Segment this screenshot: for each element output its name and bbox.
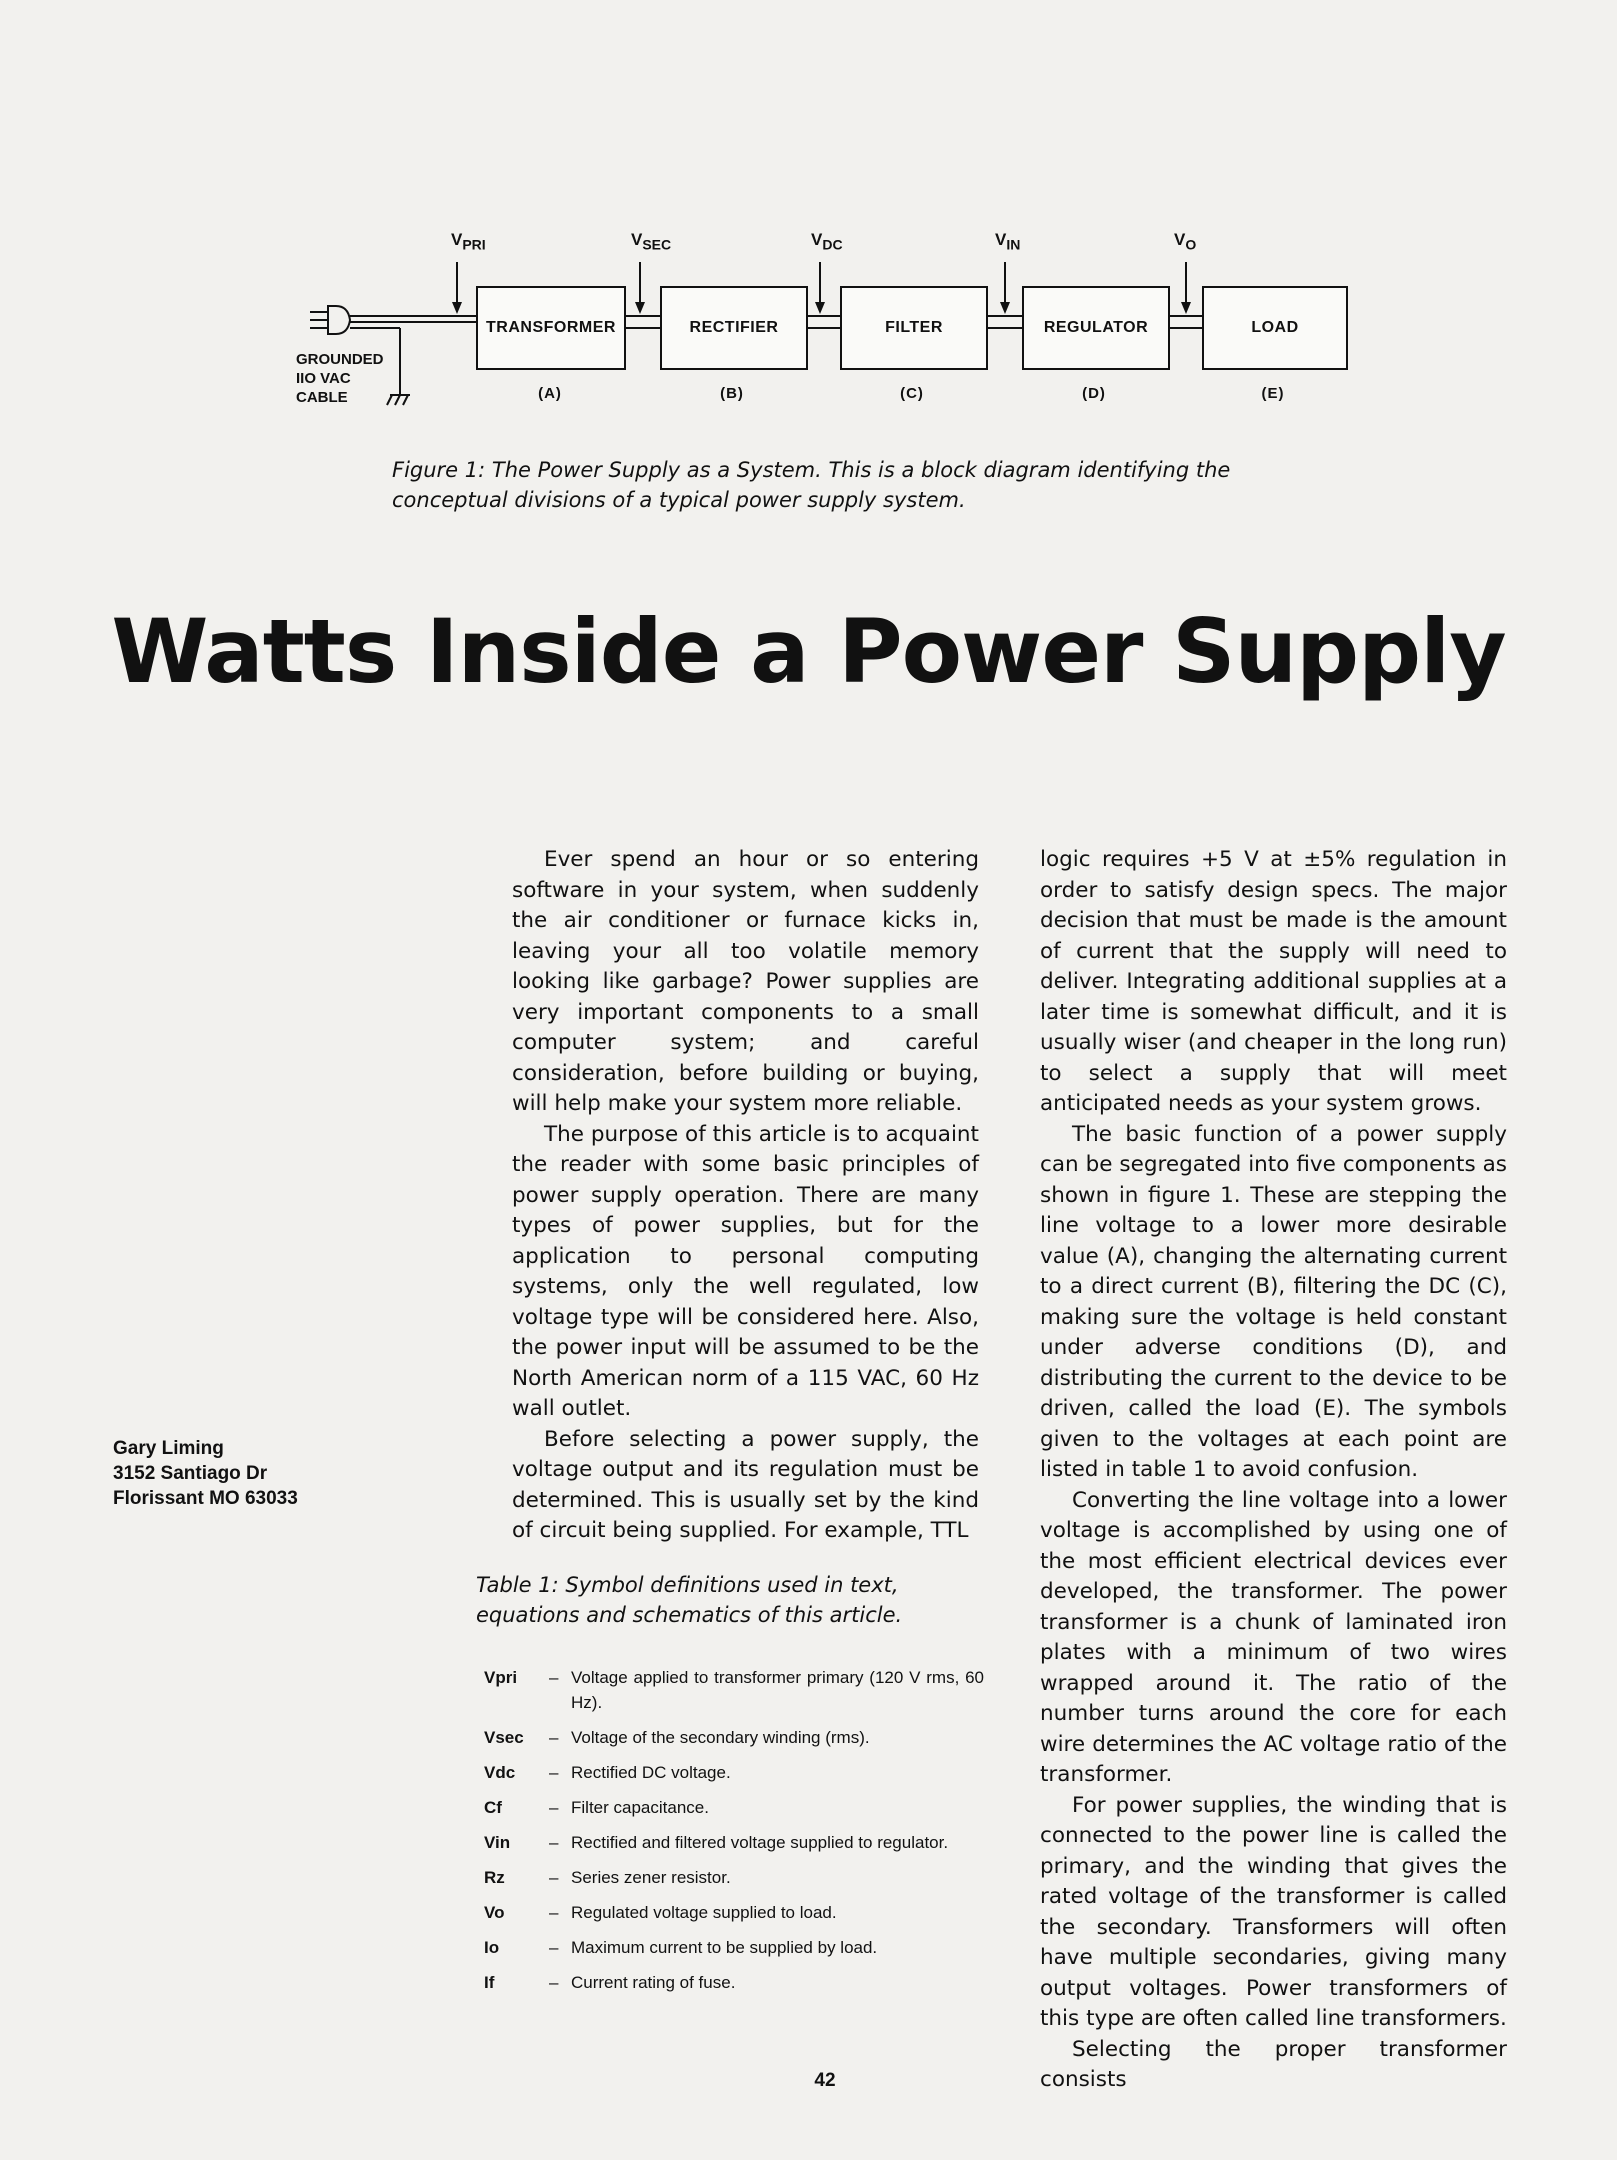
body-column-1 xyxy=(512,845,979,1547)
cable-label: GROUNDED IIO VAC CABLE xyxy=(296,351,384,406)
block-rectifier: RECTIFIER xyxy=(660,286,808,370)
paragraph: Converting the line voltage into a lower voltage is accomplished by using one of the most efficient electrical devices ever developed, the transformer. The power transformer is a chunk of laminated iron plates with a minimum of two wires wrapped around it. The ratio of the number turns around the core for each wire determines the AC voltage ratio of the transformer. xyxy=(1040,1487,1507,1787)
block-transformer: TRANSFORMER xyxy=(476,286,626,370)
table-row: If – Current rating of fuse. xyxy=(484,1973,736,1992)
block-label-d: (D) xyxy=(1082,385,1106,402)
voltage-label-pri: $V_{PRI}$ xyxy=(451,230,486,253)
block-label-a: (A) xyxy=(538,385,562,402)
table-row: Vo – Regulated voltage supplied to load. xyxy=(484,1903,837,1922)
block-label-e: (E) xyxy=(1261,385,1285,402)
symbol-table xyxy=(484,1665,984,2005)
table-row: Cf – Filter capacitance. xyxy=(484,1798,709,1817)
table-row: Vin – Rectified and filtered voltage supplied to regulator. xyxy=(484,1833,949,1852)
article-title: Watts Inside a Power Supply xyxy=(111,600,1506,703)
voltage-label-o: $V_O$ xyxy=(1174,230,1197,253)
body-column-2 xyxy=(1040,845,1507,2096)
paragraph: Ever spend an hour or so entering software in your system, when suddenly the air conditioner or furnace kicks in, leaving your all too volatile memory looking like garbage? Power supplies are very important components to a small computer system; and careful consideration, before building or buying, will help make your system more reliable. xyxy=(512,847,979,1116)
paragraph: Before selecting a power supply, the voltage output and its regulation must be determined. This is usually set by the kind of circuit being supplied. For example, TTL xyxy=(512,1426,979,1543)
page-number: 42 xyxy=(814,2070,836,2091)
paragraph: The purpose of this article is to acquaint the reader with some basic principles of power supply operation. There are many types of power supplies, but for the application to personal computing systems, only the well regulated, low voltage type will be considered here. Also, the power input will be assumed to be the North American norm of a 115 VAC, 60 Hz wall outlet. xyxy=(512,1121,979,1421)
paragraph: Selecting the proper transformer consists xyxy=(1040,2036,1507,2092)
author-name: Gary Liming xyxy=(113,1438,224,1459)
paragraph: The basic function of a power supply can be segregated into five components as shown in figure 1. These are stepping the line voltage to a lower more desirable value (A), changing the alternating current to a direct current (B), filtering the DC (C), making sure the voltage is held constant under adverse conditions (D), and distributing the current to the device to be driven, called the load (E). The symbols given to the voltages at each point are listed in table 1 to avoid confusion. xyxy=(1040,1121,1507,1482)
author-street: 3152 Santiago Dr xyxy=(113,1463,268,1484)
table-1-caption: Table 1: Symbol definitions used in text, equations and schematics of this article. xyxy=(476,1573,903,1627)
table-row: Vdc – Rectified DC voltage. xyxy=(484,1763,731,1782)
table-row: Rz – Series zener resistor. xyxy=(484,1868,731,1887)
block-label-b: (B) xyxy=(720,385,744,402)
author-block xyxy=(113,1436,298,1511)
table-row: Io – Maximum current to be supplied by load. xyxy=(484,1938,878,1957)
paragraph: logic requires +5 V at ±5% regulation in order to satisfy design specs. The major decision that must be made is the amount of current that the supply will need to deliver. Integrating additional supplies at a later time is somewhat difficult, and it is usually wiser (and cheaper in the long run) to select a supply that will meet anticipated needs as your system grows. xyxy=(1040,847,1507,1116)
block-regulator: REGULATOR xyxy=(1022,286,1170,370)
plug-icon xyxy=(310,306,350,334)
voltage-label-sec: $V_{SEC}$ xyxy=(631,230,672,253)
block-label-c: (C) xyxy=(900,385,924,402)
voltage-label-dc: $V_{DC}$ xyxy=(811,230,843,253)
figure-1-caption: Figure 1: The Power Supply as a System. This is a block diagram identifying the conceptual divisions of a typical power supply system. xyxy=(392,458,1231,512)
block-filter: FILTER xyxy=(840,286,988,370)
block-load: LOAD xyxy=(1202,286,1348,370)
table-row: Vsec – Voltage of the secondary winding (rms). xyxy=(484,1728,870,1747)
table-row: Vpri – Voltage applied to transformer primary (120 V rms, 60 Hz). xyxy=(484,1668,984,1712)
paragraph: For power supplies, the winding that is connected to the power line is called the primary, and the winding that gives the rated voltage of the transformer is called the secondary. Transformers will often have multiple secondaries, giving many output voltages. Power transformers of this type are often called line transformers. xyxy=(1040,1792,1507,2031)
author-city: Florissant MO 63033 xyxy=(113,1488,298,1509)
figure-1-block-diagram xyxy=(270,230,1370,420)
voltage-label-in: $V_{IN}$ xyxy=(995,230,1021,253)
